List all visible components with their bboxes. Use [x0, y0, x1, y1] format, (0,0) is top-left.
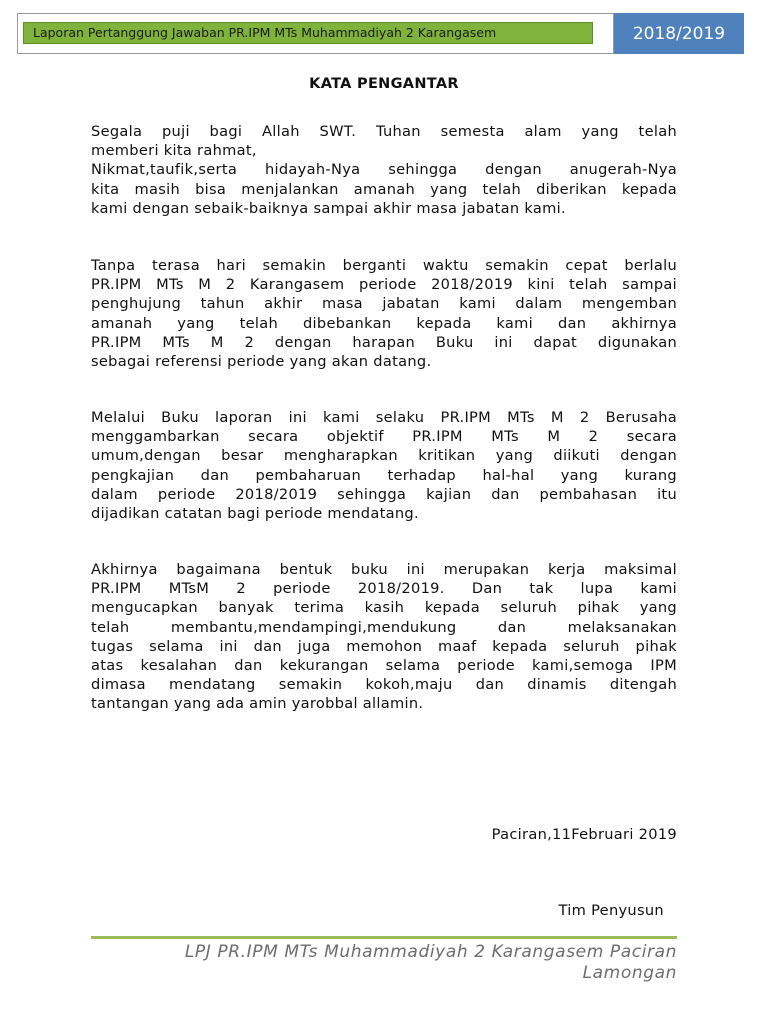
paragraph-line: Segala puji bagi Allah SWT. Tuhan semesta alam yang telah — [91, 123, 677, 140]
paragraph-line: pengkajian dan pembaharuan terhadap hal-hal yang kurang — [91, 466, 677, 484]
footer-text — [91, 942, 677, 984]
footer-line-2: Lamongan — [582, 963, 677, 983]
paragraph-line: mengucapkan banyak terima kasih kepada seluruh pihak yang — [91, 599, 677, 617]
footer-divider — [91, 936, 677, 939]
paragraph-line: Melalui Buku laporan ini kami selaku PR.IPM MTs M 2 Berusaha — [91, 409, 677, 426]
header-year-badge — [614, 13, 744, 54]
paragraph-line: atas kesalahan dan kekurangan selama periode kami,semoga IPM — [91, 657, 677, 675]
paragraph-line: telah membantu,mendampingi,mendukung dan melaksanakan — [91, 618, 677, 636]
paragraph-line: penghujung tahun akhir masa jabatan kami dalam mengemban — [91, 295, 677, 313]
paragraph-1 — [91, 122, 677, 218]
paragraph-4 — [91, 560, 677, 714]
paragraph-line: PR.IPM MTs M 2 dengan harapan Buku ini dapat digunakan — [91, 333, 677, 351]
paragraph-line: sebagai referensi periode yang akan datang. — [91, 353, 432, 371]
paragraph-line: PR.IPM MTs M 2 Karangasem periode 2018/2019 kini telah sampai — [91, 276, 677, 294]
paragraph-2 — [91, 256, 677, 371]
header-title: Laporan Pertanggung Jawaban PR.IPM MTs Muhammadiyah 2 Karangasem — [33, 25, 497, 40]
paragraph-line: Tanpa terasa hari semakin berganti waktu semakin cepat berlalu — [91, 257, 677, 274]
paragraph-line: kami dengan sebaik-baiknya sampai akhir masa jabatan kami. — [91, 199, 566, 217]
paragraph-line: dijadikan catatan bagi periode mendatang. — [91, 505, 419, 523]
signatory: Tim Penyusun — [558, 902, 664, 919]
paragraph-line: tantangan yang ada amin yarobbal allamin. — [91, 695, 424, 713]
paragraph-line: dalam periode 2018/2019 sehingga kajian dan pembahasan itu — [91, 485, 677, 503]
paragraph-line: amanah yang telah dibebankan kepada kami dan akhirnya — [91, 314, 677, 332]
paragraph-line: kita masih bisa menjalankan amanah yang telah diberikan kepada — [91, 180, 677, 198]
page-title: KATA PENGANTAR — [309, 76, 459, 92]
footer-line-1: LPJ PR.IPM MTs Muhammadiyah 2 Karangasem Paciran — [184, 942, 677, 962]
paragraph-line: tugas selama ini dan juga memohon maaf kepada seluruh pihak — [91, 637, 677, 655]
paragraph-line: memberi kita rahmat, — [91, 142, 257, 160]
header-year: 2018/2019 — [632, 23, 726, 44]
paragraph-line: Akhirnya bagaimana bentuk buku ini merupakan kerja maksimal — [91, 561, 677, 578]
paragraph-line: Nikmat,taufik,serta hidayah-Nya sehingga dengan anugerah-Nya — [91, 161, 677, 179]
paragraph-3 — [91, 408, 677, 523]
paragraph-line: umum,dengan besar mengharapkan kritikan yang diikuti dengan — [91, 447, 677, 465]
paragraph-line: PR.IPM MTsM 2 periode 2018/2019. Dan tak lupa kami — [91, 580, 677, 598]
paragraph-line: menggambarkan secara objektif PR.IPM MTs M 2 secara — [91, 428, 677, 446]
paragraph-line: dimasa mendatang semakin kokoh,maju dan dinamis ditengah — [91, 676, 677, 694]
place-date: Paciran,11Februari 2019 — [491, 826, 677, 843]
